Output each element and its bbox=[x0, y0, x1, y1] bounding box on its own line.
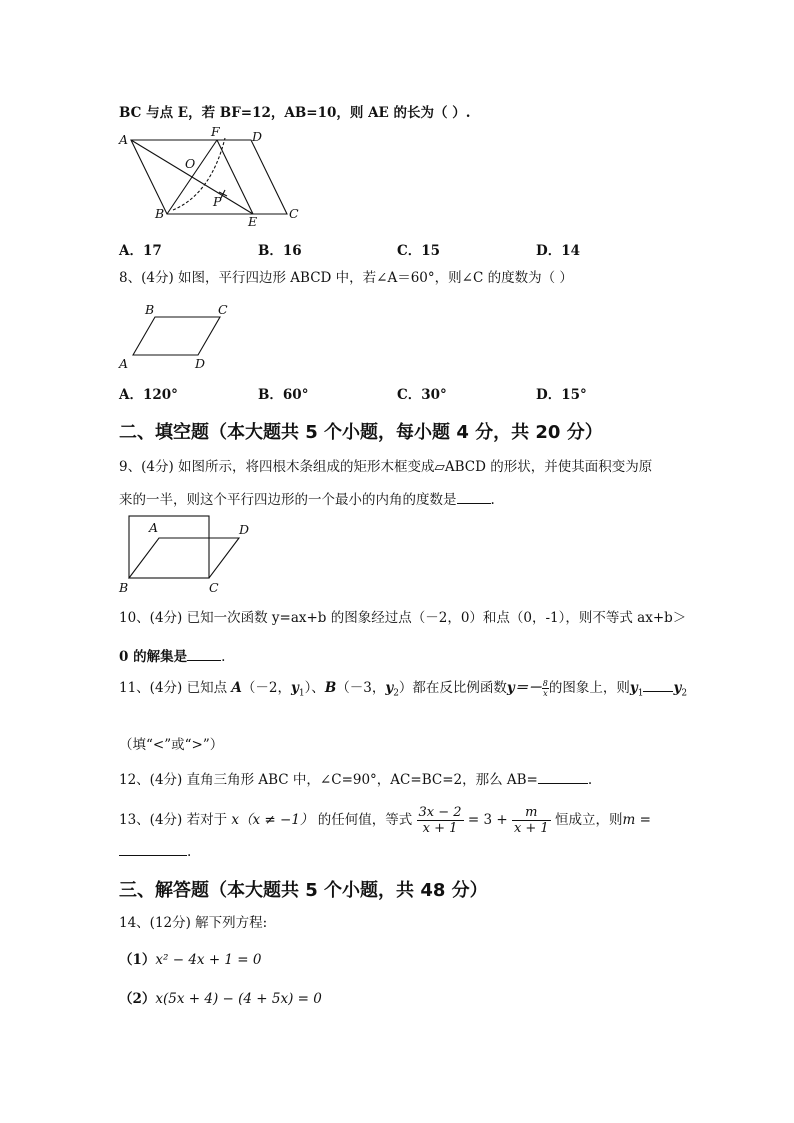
q8-label-a: A bbox=[119, 356, 129, 371]
q7-label-d: D bbox=[252, 129, 263, 144]
q8-option-a: A．120° bbox=[119, 387, 178, 403]
q7-option-a: A．17 bbox=[119, 243, 162, 259]
q8-label-b: B bbox=[145, 302, 155, 317]
q13-answer-blank[interactable] bbox=[119, 842, 187, 856]
q10-line-1: 10、(4分) 已知一次函数 y=ax+b 的图象经过点（－2，0）和点（0，-1），则不等式 ax+b＞ bbox=[119, 610, 687, 626]
q11-fraction: $\frac{8}{x}$ bbox=[542, 679, 548, 698]
q9-label-c: C bbox=[209, 580, 219, 595]
section-3-title: 三、解答题（本大题共 5 个小题，共 48 分） bbox=[119, 880, 488, 901]
q8-option-c: C．30° bbox=[397, 387, 447, 403]
q11-line-1: 11、(4分) 已知点 A（－2，$y_1$）、B（－3，$y_2$）都在反比例函数y＝－ $\frac{8}{x}$的图象上，则$y_1$ $y_2$ bbox=[119, 679, 688, 699]
q7-option-b: B．16 bbox=[258, 243, 302, 259]
q11-hint: （填“<”或“>”） bbox=[119, 737, 224, 753]
q7-option-c: C．15 bbox=[397, 243, 441, 259]
q9-figure bbox=[115, 510, 265, 598]
q10-line-2: 0 的解集是 . bbox=[119, 649, 226, 665]
q7-stem-tail: BC 与点 E，若 BF=12，AB=10，则 AE 的长为（ ）. bbox=[119, 105, 471, 121]
q9-line-2: 来的一半，则这个平行四边形的一个最小的内角的度数是 . bbox=[119, 492, 495, 508]
q7-figure bbox=[115, 126, 315, 226]
section-2-title: 二、填空题（本大题共 5 个小题，每小题 4 分，共 20 分） bbox=[119, 422, 603, 443]
q8-label-c: C bbox=[218, 302, 228, 317]
q7-label-a: A bbox=[119, 132, 129, 147]
q7-label-e: E bbox=[248, 214, 258, 226]
q8-option-b: B．60° bbox=[258, 387, 309, 403]
q7-label-b: B bbox=[155, 206, 165, 221]
q10-answer-blank[interactable] bbox=[187, 647, 221, 661]
q13-fraction-left: $\frac{3x - 2}{x + 1}$ bbox=[418, 805, 462, 836]
q12-line: 12、(4分) 直角三角形 ABC 中，∠C=90°，AC=BC=2，那么 AB= . bbox=[119, 772, 593, 788]
q7-label-o: O bbox=[185, 156, 196, 171]
q7-label-p: P bbox=[213, 194, 222, 209]
q9-line-1: 9、(4分) 如图所示，将四根木条组成的矩形木框变成▱ABCD 的形状，并使其面积变为原 bbox=[119, 459, 653, 475]
q11-answer-blank[interactable] bbox=[643, 678, 673, 692]
q13-fraction-right: $\frac{m}{x + 1}$ bbox=[513, 805, 549, 836]
q8-figure bbox=[115, 300, 245, 372]
q7-option-d: D．14 bbox=[536, 243, 580, 259]
q14-stem: 14、(12分) 解下列方程: bbox=[119, 915, 268, 931]
q7-label-f: F bbox=[211, 126, 220, 139]
q9-label-b: B bbox=[119, 580, 129, 595]
q9-answer-blank[interactable] bbox=[457, 490, 491, 504]
q8-option-d: D．15° bbox=[536, 387, 587, 403]
q9-label-d: D bbox=[239, 522, 250, 537]
q14-part-2: （2）x(5x + 4) − (4 + 5x) = 0 bbox=[119, 991, 322, 1007]
q8-label-d: D bbox=[195, 356, 206, 371]
q14-part-1: （1）x² − 4x + 1 = 0 bbox=[119, 952, 262, 968]
q13-answer-line: . bbox=[119, 842, 191, 861]
q9-label-a: A bbox=[149, 520, 159, 535]
q12-answer-blank[interactable] bbox=[538, 770, 588, 784]
q7-label-c: C bbox=[289, 206, 299, 221]
q13-line: 13、(4分) 若对于 x（x ≠ −1） 的任何值，等式 $\frac{3x - 2}{x + 1}$ = 3 + $\frac{m}{x + 1}$ 恒成立，则m = bbox=[119, 805, 651, 836]
q8-stem: 8、(4分) 如图，平行四边形 ABCD 中，若∠A＝60°，则∠C 的度数为（ ） bbox=[119, 270, 573, 286]
